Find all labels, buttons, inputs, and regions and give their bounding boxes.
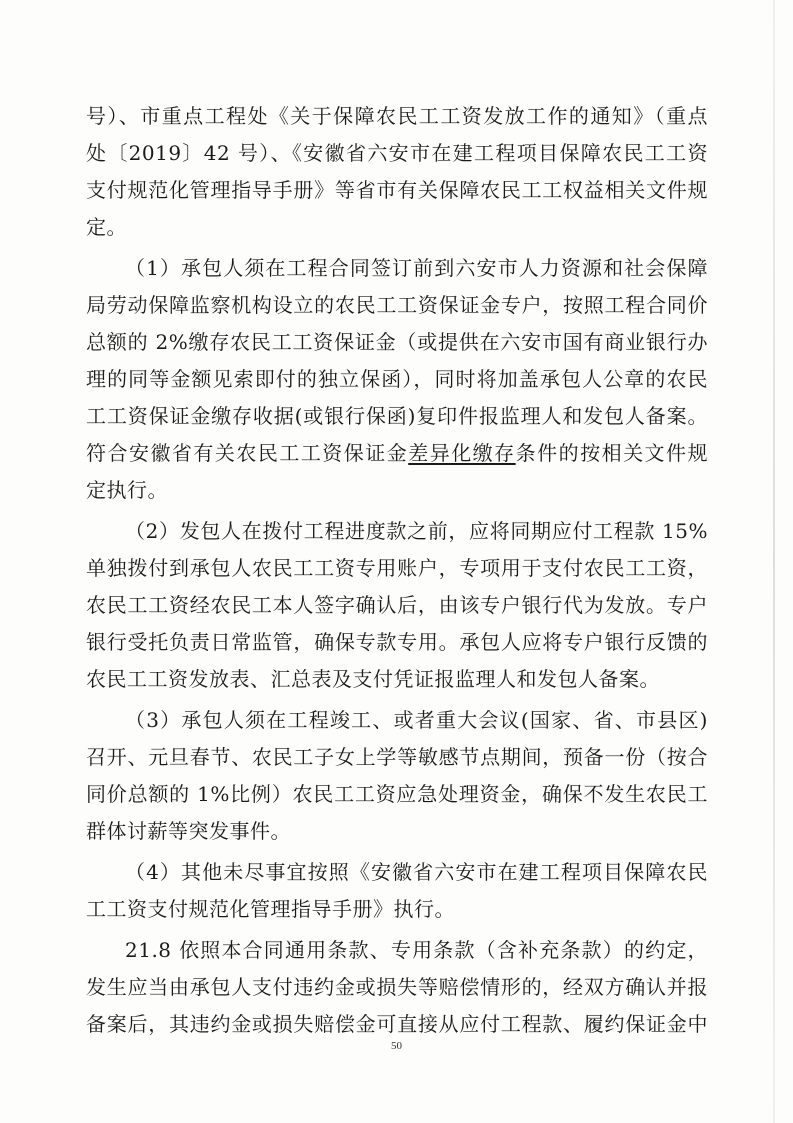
text-line bbox=[86, 441, 708, 465]
text-line: （3）承包人须在工程竣工、或者重大会议(国家、省、市县区) bbox=[125, 708, 708, 732]
text-line: 号）、市重点工程处《关于保障农民工工资发放工作的通知》（重点 bbox=[86, 104, 708, 128]
text-line: 总额的 2%缴存农民工工资保证金（或提供在六安市国有商业银行办 bbox=[86, 330, 708, 354]
text-line: （1）承包人须在工程合同签订前到六安市人力资源和社会保障 bbox=[125, 256, 708, 280]
underlined-text: 差异化缴存 bbox=[408, 441, 516, 465]
text-line: 定。 bbox=[86, 215, 127, 239]
text-line: 支付规范化管理指导手册》等省市有关保障农民工工权益相关文件规 bbox=[86, 178, 708, 202]
text-line: 同价总额的 1%比例）农民工工资应急处理资金，确保不发生农民工 bbox=[86, 782, 708, 806]
text-line: 定执行。 bbox=[86, 478, 168, 502]
text-line: 21.8 依照本合同通用条款、专用条款（含补充条款）的约定， bbox=[125, 938, 708, 962]
text-line: 处〔2019〕42 号）、《安徽省六安市在建工程项目保障农民工工资 bbox=[86, 141, 708, 165]
text-line: 备案后，其违约金或损失赔偿金可直接从应付工程款、履约保证金中 bbox=[86, 1012, 708, 1036]
text-line: 工工资支付规范化管理指导手册》执行。 bbox=[86, 897, 455, 921]
scan-edge-shadow bbox=[773, 0, 775, 1123]
text-line: 银行受托负责日常监管，确保专款专用。承包人应将专户银行反馈的 bbox=[86, 630, 708, 654]
text-line: 农民工工资经农民工本人签字确认后，由该专户银行代为发放。专户 bbox=[86, 593, 708, 617]
text-segment: 符合安徽省有关农民工工资保证金 bbox=[86, 441, 409, 465]
text-line: （2）发包人在拨付工程进度款之前，应将同期应付工程款 15% bbox=[125, 519, 708, 543]
text-line: 工工资保证金缴存收据(或银行保函)复印件报监理人和发包人备案。 bbox=[86, 404, 708, 428]
text-line: 理的同等金额见索即付的独立保函），同时将加盖承包人公章的农民 bbox=[86, 367, 708, 391]
text-line: 局劳动保障监察机构设立的农民工工资保证金专户，按照工程合同价 bbox=[86, 293, 708, 317]
text-line: 单独拨付到承包人农民工工资专用账户，专项用于支付农民工工资， bbox=[86, 556, 708, 580]
page-number: 50 bbox=[391, 1040, 402, 1052]
text-line: 召开、元旦春节、农民工子女上学等敏感节点期间，预备一份（按合 bbox=[86, 745, 708, 769]
text-line: 群体讨薪等突发事件。 bbox=[86, 819, 291, 843]
text-line: 发生应当由承包人支付违约金或损失等赔偿情形的，经双方确认并报 bbox=[86, 975, 708, 999]
text-segment: 条件的按相关文件规 bbox=[515, 441, 708, 465]
text-line: （4）其他未尽事宜按照《安徽省六安市在建工程项目保障农民 bbox=[125, 860, 708, 884]
text-line: 农民工工资发放表、汇总表及支付凭证报监理人和发包人备案。 bbox=[86, 667, 660, 691]
